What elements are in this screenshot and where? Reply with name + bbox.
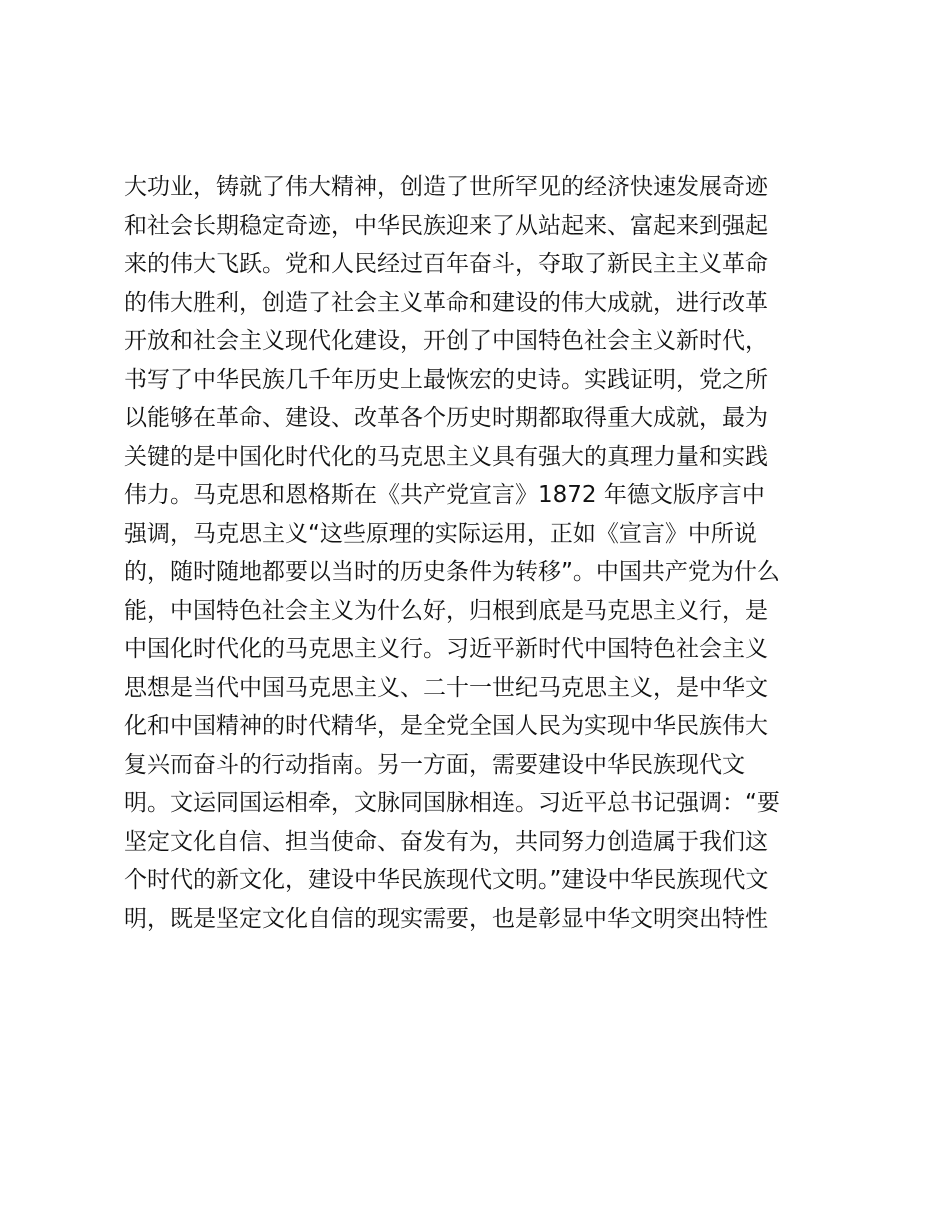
text-line: 的伟大胜利，创造了社会主义革命和建设的伟大成就，进行改革	[124, 289, 768, 316]
body-paragraph	[124, 168, 844, 938]
text-line: 关键的是中国化时代化的马克思主义具有强大的真理力量和实践	[124, 443, 768, 470]
text-line: 书写了中华民族几千年历史上最恢宏的史诗。实践证明，党之所	[124, 366, 768, 393]
text-line: 的，随时随地都要以当时的历史条件为转移”。中国共产党为什么	[124, 559, 780, 585]
text-line: 化和中国精神的时代精华，是全党全国人民为实现中华民族伟大	[124, 713, 768, 739]
text-line: 和社会长期稳定奇迹，中华民族迎来了从站起来、富起来到强起	[124, 212, 768, 239]
text-line: 个时代的新文化，建设中华民族现代文明。”建设中华民族现代文	[124, 867, 769, 893]
text-line: 坚定文化自信、担当使命、奋发有为，共同努力创造属于我们这	[124, 828, 768, 855]
text-line: 明。文运同国运相牵，文脉同国脉相连。习近平总书记强调：“要	[124, 790, 780, 816]
text-line: 伟力。马克思和恩格斯在《共产党宣言》1872 年德文版序言中	[124, 482, 765, 508]
text-line: 来的伟大飞跃。党和人民经过百年奋斗，夺取了新民主主义革命	[124, 251, 768, 277]
text-line: 以能够在革命、建设、改革各个历史时期都取得重大成就，最为	[124, 405, 768, 431]
text-line: 中国化时代化的马克思主义行。习近平新时代中国特色社会主义	[124, 636, 768, 662]
text-line: 明，既是坚定文化自信的现实需要，也是彰显中华文明突出特性	[124, 905, 768, 932]
text-line: 大功业，铸就了伟大精神，创造了世所罕见的经济快速发展奇迹	[124, 174, 768, 200]
text-line: 能，中国特色社会主义为什么好，归根到底是马克思主义行，是	[124, 597, 768, 624]
text-line: 思想是当代中国马克思主义、二十一世纪马克思主义，是中华文	[124, 674, 768, 701]
text-line: 复兴而奋斗的行动指南。另一方面，需要建设中华民族现代文	[124, 751, 745, 778]
text-line: 开放和社会主义现代化建设，开创了中国特色社会主义新时代，	[124, 328, 768, 354]
text-line: 强调，马克思主义“这些原理的实际运用，正如《宣言》中所说	[124, 520, 757, 547]
